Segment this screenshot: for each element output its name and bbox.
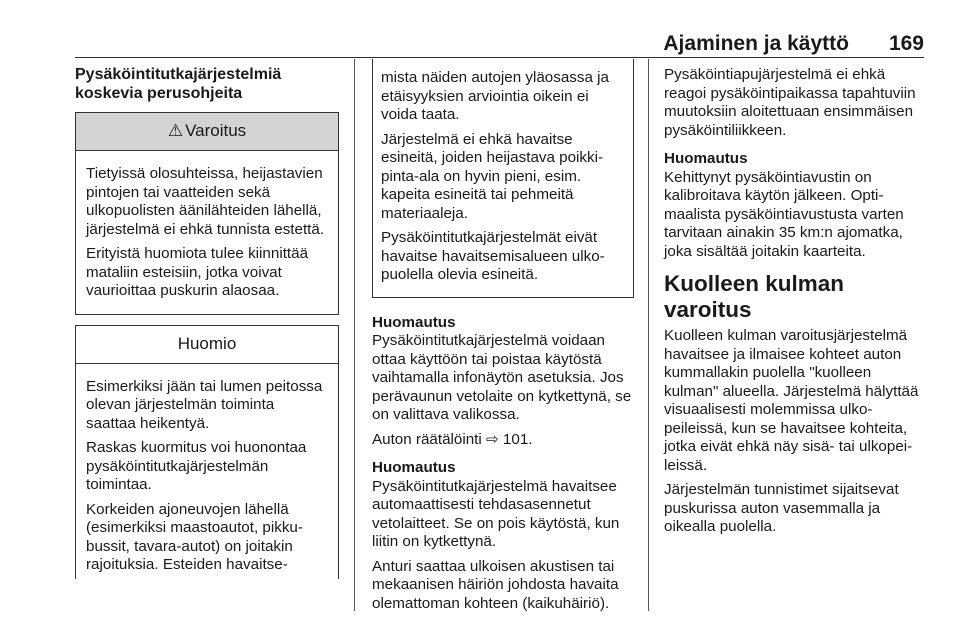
caution-paragraph: Järjestelmä ei ehkä havaitse esineitä, joiden heijastava poikkipinta-ala on hyvin pieni, esim. kapeita esineitä tai pehmeitä materiaaleja.: [381, 130, 604, 222]
body-paragraph: Kuolleen kulman varoitusjärjestelmä havaitsee ja ilmaisee kohteet auton kummallakin puolella "kuolleen kulman" alueella. Järjestelmä hälyttää visuaalisesti molemmissa ulkopeileissä, kun se havaitsee kohteita, jotka eivät ehkä näy sisä- tai ulkopeileissä.: [664, 327, 919, 474]
caution-title: Huomio: [177, 333, 237, 353]
section-title: Ajaminen ja käyttö: [663, 32, 849, 55]
page-header: [663, 24, 924, 56]
warning-box: [75, 112, 339, 315]
section-heading-blind-spot: Kuolleen kulman varoitus: [664, 271, 845, 322]
column-divider-2: [648, 59, 649, 611]
warning-paragraph: Erityistä huomiota tulee kiinnittää mataliin esteisiin, jotka voivat vaurioittaa puskurin alaosaa.: [86, 245, 309, 299]
body-paragraph: Anturi saattaa ulkoisen akustisen tai mekaanisen häiriön johdosta havaita olemattoman kohteen (kaikuhäiriö).: [372, 557, 619, 612]
note-text: Pysäköintitutkajärjestelmä havaitsee automaattisesti tehdasasennetut vetolaitteet. Se on pois käytöstä, kun liitin on kytkettynä.: [372, 477, 620, 550]
cross-reference: Auton räätälöinti ⇨ 101.: [372, 430, 533, 448]
warning-box-body: [76, 151, 338, 314]
column-divider-1: [354, 59, 355, 611]
caution-paragraph: Pysäköintitutkajärjestelmät eivät havaitse havaitsemisalueen ulkopuolella olevia esineitä.: [381, 229, 605, 283]
caution-paragraph: Raskas kuormitus voi huonontaa pysäköintitutkajärjestelmän toimintaa.: [86, 439, 307, 493]
caution-paragraph: mista näiden autojen yläosassa ja etäisyyksien arviointia oikein ei voida taata.: [381, 69, 609, 123]
note-text: Kehittynyt pysäköintiavustin on kalibroitava käytön jälkeen. Optimaalista pysäköintiavustusta varten tarvitaan ainakin 35 km:n ajomatka, joka sisältää joitakin kaarteita.: [664, 168, 904, 260]
caution-box-header: [76, 326, 338, 364]
header-rule: [75, 57, 924, 58]
warning-triangle-icon: ⚠: [167, 121, 184, 141]
column-1: [75, 66, 339, 579]
warning-paragraph: Tietyissä olosuhteissa, heijastavien pintojen tai vaatteiden sekä ulkopuolisten äänilähteiden lähellä, järjestelmä ei ehkä tunnista estettä.: [86, 165, 325, 238]
column-3: [664, 66, 926, 543]
column-2: [372, 59, 634, 619]
note-title: Huomautus: [664, 150, 748, 167]
warning-box-header: [76, 113, 338, 151]
caution-box-body: [76, 364, 338, 575]
caution-paragraph: Esimerkiksi jään tai lumen peitossa olevan järjestelmän toiminta saattaa heikentyä.: [86, 377, 323, 432]
section-heading: Pysäköintitutkajärjestelmiä koskevia perusohjeita: [75, 66, 282, 102]
caution-box-continued: [372, 59, 634, 298]
caution-box: [75, 325, 339, 579]
page-number: 169: [888, 32, 924, 55]
note-title: Huomautus: [372, 313, 456, 331]
body-paragraph: Järjestelmän tunnistimet sijaitsevat puskurissa auton vasemmalla ja oikealla puolella.: [664, 481, 899, 535]
body-paragraph: Pysäköintiapujärjestelmä ei ehkä reagoi pysäköintipaikassa tapahtuviin muutoksiin aloitettuaan ensimmäisen pysäköintiliikkeen.: [664, 66, 916, 139]
caution-paragraph: Korkeiden ajoneuvojen lähellä (esimerkiksi maastoautot, pikkubussit, tavara-autot) on joitakin rajoituksia. Esteiden havaitse‐: [86, 500, 303, 573]
note-text: Pysäköintitutkajärjestelmä voidaan ottaa käyttöön tai poistaa käytöstä vaihtamalla infonäytön asetuksia. Jos perävaunun vetolaite on kytkettynä, se on valittava valikossa.: [372, 332, 632, 423]
warning-title: Varoitus: [185, 121, 247, 141]
note-title: Huomautus: [372, 459, 456, 476]
